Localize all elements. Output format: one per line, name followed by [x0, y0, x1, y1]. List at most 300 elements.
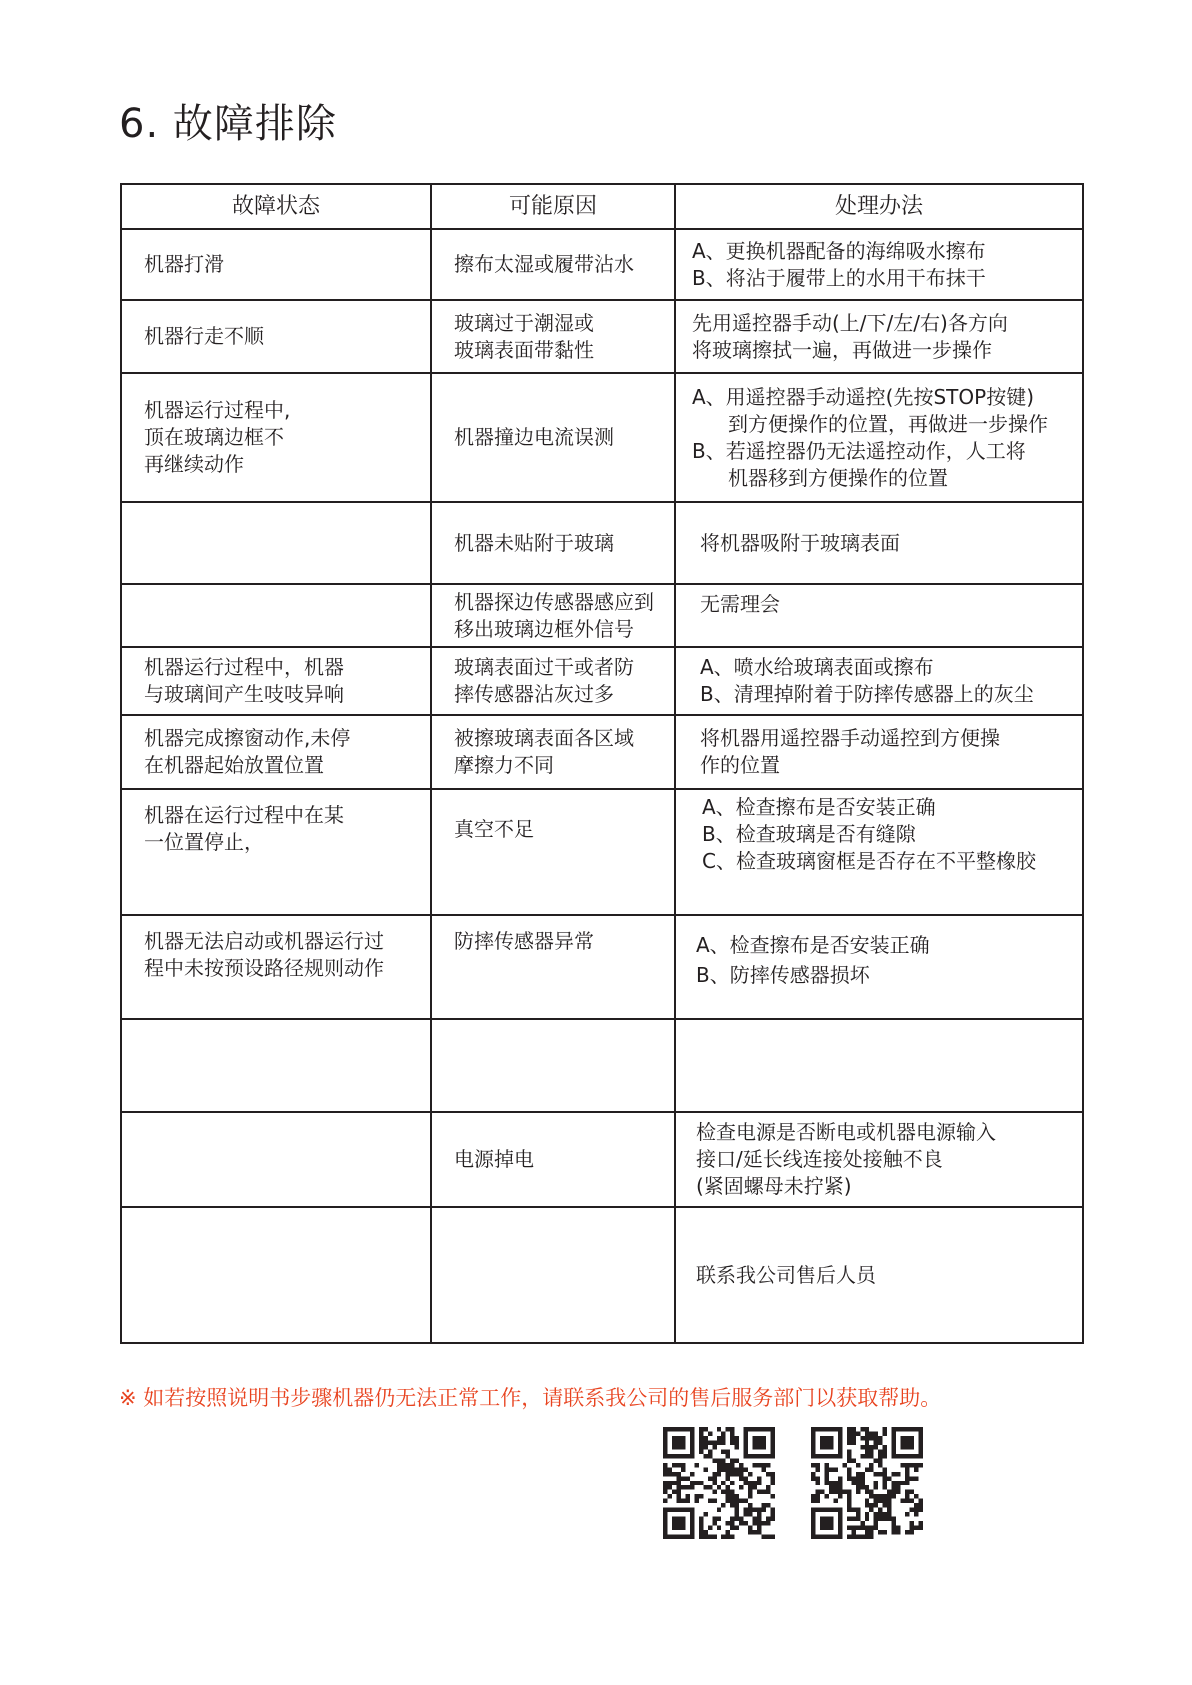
qr-module: [865, 1485, 869, 1489]
qr-module: [757, 1476, 761, 1480]
header-solution: 处理办法: [675, 184, 1083, 229]
solution-cell: [675, 915, 1083, 1019]
qr-module: [892, 1530, 896, 1534]
text-line: 机器移到方便操作的位置: [728, 465, 948, 490]
qr-module: [838, 1481, 842, 1485]
table-row: [121, 915, 1083, 1019]
qr-module: [708, 1454, 712, 1458]
qr-module: [860, 1481, 864, 1485]
qr-module: [865, 1445, 869, 1449]
qr-module: [847, 1499, 851, 1503]
qr-module: [766, 1535, 770, 1539]
qr-module: [896, 1526, 900, 1530]
qr-module: [735, 1458, 739, 1462]
qr-module: [726, 1427, 730, 1431]
qr-module: [851, 1481, 855, 1485]
qr-module: [717, 1427, 721, 1431]
qr-finder-pattern: [901, 1436, 914, 1449]
qr-module: [910, 1508, 914, 1512]
qr-module: [757, 1526, 761, 1530]
qr-module: [726, 1530, 730, 1534]
qr-module: [762, 1467, 766, 1471]
qr-module: [699, 1436, 703, 1440]
qr-module: [892, 1494, 896, 1498]
qr-module: [901, 1499, 905, 1503]
qr-module: [676, 1490, 680, 1494]
qr-module: [847, 1503, 851, 1507]
qr-module: [672, 1472, 676, 1476]
qr-module: [847, 1526, 851, 1530]
fault-state-cell: [121, 647, 431, 715]
qr-module: [851, 1427, 855, 1431]
qr-module: [712, 1481, 716, 1485]
qr-module: [771, 1512, 775, 1516]
qr-module: [883, 1449, 887, 1453]
qr-module: [681, 1476, 685, 1480]
fault-state-cell: [121, 715, 431, 789]
qr-module: [905, 1530, 909, 1534]
qr-module: [762, 1503, 766, 1507]
text-line: 将机器吸附于玻璃表面: [700, 530, 900, 555]
qr-module: [824, 1472, 828, 1476]
qr-module: [878, 1449, 882, 1453]
qr-module: [856, 1431, 860, 1435]
qr-module: [883, 1499, 887, 1503]
qr-module: [748, 1472, 752, 1476]
text-line: 接口/延长线连接处接触不良: [696, 1147, 943, 1171]
qr-module: [703, 1535, 707, 1539]
qr-module: [856, 1526, 860, 1530]
qr-module: [676, 1463, 680, 1467]
qr-module: [735, 1445, 739, 1449]
qr-module: [699, 1431, 703, 1435]
qr-module: [811, 1463, 815, 1467]
qr-module: [878, 1463, 882, 1467]
qr-module: [865, 1517, 869, 1521]
qr-module: [663, 1485, 667, 1489]
table-row: [121, 1019, 1083, 1112]
table-row: [121, 715, 1083, 789]
text-line: 被擦玻璃表面各区域: [454, 726, 634, 750]
qr-module: [717, 1472, 721, 1476]
text-line: 擦布太湿或履带沾水: [454, 252, 634, 276]
qr-module: [726, 1499, 730, 1503]
text-line: 玻璃表面过干或者防: [454, 655, 634, 679]
qr-module: [726, 1454, 730, 1458]
text-line: 摔传感器沾灰过多: [454, 682, 614, 706]
qr-module: [919, 1521, 923, 1525]
text-line: A、检查擦布是否安装正确: [702, 795, 936, 819]
qr-module: [735, 1526, 739, 1530]
qr-module: [699, 1427, 703, 1431]
qr-module: [717, 1463, 721, 1467]
qr-module: [708, 1499, 712, 1503]
qr-module: [905, 1476, 909, 1480]
qr-module: [663, 1499, 667, 1503]
text-line: 机器完成擦窗动作,未停: [144, 726, 351, 750]
qr-module: [905, 1499, 909, 1503]
qr-module: [878, 1472, 882, 1476]
qr-module: [910, 1530, 914, 1534]
qr-code-image: [811, 1427, 923, 1539]
qr-module: [690, 1481, 694, 1485]
qr-module: [771, 1472, 775, 1476]
text-line: 电源掉电: [454, 1147, 534, 1171]
qr-module: [865, 1449, 869, 1453]
qr-module: [847, 1449, 851, 1453]
qr-module: [847, 1427, 851, 1431]
qr-module: [847, 1436, 851, 1440]
qr-module: [730, 1490, 734, 1494]
qr-module: [721, 1449, 725, 1453]
qr-module: [717, 1458, 721, 1462]
qr-module: [744, 1521, 748, 1525]
text-line: 真空不足: [454, 817, 534, 841]
qr-module: [851, 1458, 855, 1462]
qr-module: [856, 1463, 860, 1467]
qr-module: [681, 1499, 685, 1503]
qr-module: [699, 1530, 703, 1534]
qr-module: [883, 1530, 887, 1534]
qr-module: [905, 1472, 909, 1476]
qr-module: [851, 1530, 855, 1534]
qr-module: [829, 1481, 833, 1485]
qr-module: [811, 1494, 815, 1498]
qr-module: [739, 1467, 743, 1471]
qr-module: [874, 1521, 878, 1525]
qr-module: [708, 1485, 712, 1489]
qr-module: [865, 1490, 869, 1494]
qr-module: [753, 1530, 757, 1534]
qr-module: [887, 1512, 891, 1516]
qr-module: [869, 1454, 873, 1458]
qr-module: [869, 1463, 873, 1467]
qr-module: [815, 1490, 819, 1494]
qr-module: [690, 1485, 694, 1489]
qr-module: [869, 1490, 873, 1494]
qr-module: [811, 1499, 815, 1503]
qr-module: [771, 1535, 775, 1539]
text-line: 到方便操作的位置，再做进一步操作: [728, 411, 1048, 436]
qr-module: [748, 1526, 752, 1530]
qr-module: [735, 1440, 739, 1444]
text-line: 防摔传感器异常: [454, 929, 594, 953]
qr-module: [896, 1530, 900, 1534]
text-line: 机器撞边电流误测: [454, 425, 614, 449]
fault-state-cell: [121, 1207, 431, 1343]
qr-module: [703, 1427, 707, 1431]
qr-module: [887, 1494, 891, 1498]
qr-module: [869, 1530, 873, 1534]
qr-module: [694, 1494, 698, 1498]
qr-module: [860, 1472, 864, 1476]
qr-module: [766, 1521, 770, 1525]
qr-module: [905, 1463, 909, 1467]
qr-module: [699, 1517, 703, 1521]
qr-module: [766, 1490, 770, 1494]
qr-module: [865, 1454, 869, 1458]
qr-module: [878, 1499, 882, 1503]
qr-module: [685, 1476, 689, 1480]
qr-module: [869, 1535, 873, 1539]
qr-module: [721, 1481, 725, 1485]
qr-module: [838, 1494, 842, 1498]
qr-module: [663, 1467, 667, 1471]
qr-module: [869, 1449, 873, 1453]
qr-module: [721, 1467, 725, 1471]
qr-module: [771, 1494, 775, 1498]
qr-module: [838, 1485, 842, 1489]
qr-module: [748, 1485, 752, 1489]
qr-module: [681, 1463, 685, 1467]
qr-module: [833, 1485, 837, 1489]
table-row: [121, 373, 1083, 502]
qr-module: [757, 1521, 761, 1525]
qr-module: [726, 1521, 730, 1525]
qr-module: [887, 1476, 891, 1480]
qr-module: [865, 1467, 869, 1471]
qr-module: [703, 1445, 707, 1449]
qr-module: [874, 1494, 878, 1498]
qr-module: [739, 1463, 743, 1467]
qr-module: [739, 1499, 743, 1503]
qr-module: [712, 1535, 716, 1539]
qr-module: [721, 1440, 725, 1444]
qr-module: [672, 1463, 676, 1467]
qr-module: [878, 1436, 882, 1440]
text-line: 先用遥控器手动(上/下/左/右)各方向: [692, 310, 1008, 335]
qr-module: [919, 1503, 923, 1507]
qr-module: [829, 1490, 833, 1494]
qr-module: [699, 1445, 703, 1449]
qr-module: [708, 1476, 712, 1480]
text-line: 机器未贴附于玻璃: [454, 530, 614, 555]
qr-module: [762, 1490, 766, 1494]
qr-module: [771, 1508, 775, 1512]
text-line: 机器无法启动或机器运行过: [144, 929, 384, 953]
qr-module: [676, 1485, 680, 1489]
qr-module: [744, 1467, 748, 1471]
solution-cell: [675, 1207, 1083, 1343]
qr-module: [735, 1467, 739, 1471]
qr-module: [735, 1499, 739, 1503]
text-line: A、检查擦布是否安装正确: [696, 933, 930, 957]
qr-module: [744, 1499, 748, 1503]
qr-module: [874, 1458, 878, 1462]
solution-cell: [675, 300, 1083, 373]
qr-module: [851, 1517, 855, 1521]
qr-module: [887, 1508, 891, 1512]
qr-module: [919, 1499, 923, 1503]
qr-module: [883, 1431, 887, 1435]
fault-state-cell: [121, 373, 431, 502]
qr-module: [735, 1494, 739, 1498]
qr-module: [905, 1490, 909, 1494]
qr-module: [699, 1526, 703, 1530]
qr-module: [730, 1436, 734, 1440]
qr-module: [860, 1526, 864, 1530]
qr-module: [735, 1512, 739, 1516]
text-line: 检查电源是否断电或机器电源输入: [696, 1120, 996, 1144]
qr-module: [896, 1481, 900, 1485]
qr-module: [869, 1503, 873, 1507]
qr-module: [874, 1517, 878, 1521]
qr-module: [824, 1476, 828, 1480]
table-row: [121, 647, 1083, 715]
qr-module: [744, 1476, 748, 1480]
qr-module: [757, 1512, 761, 1516]
qr-module: [874, 1499, 878, 1503]
fault-state-cell: [121, 300, 431, 373]
qr-module: [703, 1530, 707, 1534]
qr-module: [685, 1485, 689, 1489]
qr-module: [694, 1481, 698, 1485]
qr-module: [676, 1476, 680, 1480]
qr-module: [730, 1503, 734, 1507]
qr-finder-pattern: [753, 1436, 766, 1449]
text-line: 摩擦力不同: [454, 753, 554, 777]
qr-module: [735, 1436, 739, 1440]
qr-module: [753, 1481, 757, 1485]
qr-module: [847, 1476, 851, 1480]
qr-module: [883, 1481, 887, 1485]
qr-module: [676, 1481, 680, 1485]
solution-cell: [675, 789, 1083, 915]
qr-module: [766, 1503, 770, 1507]
fault-state-cell: [121, 915, 431, 1019]
qr-module: [869, 1431, 873, 1435]
qr-module: [820, 1490, 824, 1494]
qr-module: [860, 1445, 864, 1449]
qr-module: [663, 1472, 667, 1476]
text-line: 再继续动作: [144, 452, 244, 476]
qr-module: [712, 1476, 716, 1480]
qr-module: [851, 1476, 855, 1480]
table-row: [121, 789, 1083, 915]
qr-module: [896, 1472, 900, 1476]
qr-module: [748, 1503, 752, 1507]
qr-module: [878, 1458, 882, 1462]
qr-module: [815, 1481, 819, 1485]
solution-cell: [675, 1112, 1083, 1207]
qr-module: [914, 1463, 918, 1467]
text-line: (紧固螺母未拧紧): [696, 1174, 852, 1198]
qr-module: [712, 1445, 716, 1449]
qr-module: [865, 1427, 869, 1431]
cause-cell: [431, 229, 675, 300]
qr-module: [708, 1449, 712, 1453]
qr-module: [919, 1508, 923, 1512]
qr-module: [735, 1508, 739, 1512]
qr-finder-pattern: [820, 1436, 833, 1449]
qr-module: [663, 1490, 667, 1494]
qr-module: [847, 1494, 851, 1498]
qr-module: [887, 1503, 891, 1507]
qr-module: [757, 1481, 761, 1485]
qr-module: [910, 1463, 914, 1467]
qr-module: [730, 1521, 734, 1525]
qr-module: [726, 1467, 730, 1471]
text-line: 联系我公司售后人员: [696, 1262, 876, 1287]
qr-module: [856, 1508, 860, 1512]
qr-module: [717, 1517, 721, 1521]
qr-module: [838, 1490, 842, 1494]
qr-module: [694, 1463, 698, 1467]
qr-module: [726, 1463, 730, 1467]
qr-module: [883, 1503, 887, 1507]
qr-module: [699, 1481, 703, 1485]
qr-module: [712, 1499, 716, 1503]
fault-state-cell: [121, 789, 431, 915]
solution-cell: [675, 584, 1083, 647]
qr-module: [910, 1526, 914, 1530]
qr-module: [717, 1485, 721, 1489]
text-line: 玻璃过于潮湿或: [454, 310, 594, 335]
qr-module: [766, 1472, 770, 1476]
qr-module: [865, 1431, 869, 1435]
fault-state-cell: [121, 502, 431, 584]
qr-module: [726, 1494, 730, 1498]
qr-module: [699, 1449, 703, 1453]
qr-module: [860, 1535, 864, 1539]
qr-module: [856, 1481, 860, 1485]
table-header-row: [121, 184, 1083, 229]
qr-module: [762, 1508, 766, 1512]
qr-module: [851, 1508, 855, 1512]
text-line: B、清理掉附着于防摔传感器上的灰尘: [700, 682, 1034, 706]
qr-module: [878, 1494, 882, 1498]
qr-module: [730, 1517, 734, 1521]
qr-module: [753, 1463, 757, 1467]
qr-module: [757, 1508, 761, 1512]
qr-module: [914, 1494, 918, 1498]
qr-module: [847, 1535, 851, 1539]
qr-module: [914, 1503, 918, 1507]
qr-module: [721, 1431, 725, 1435]
qr-module: [860, 1427, 864, 1431]
qr-module: [815, 1499, 819, 1503]
table-row: [121, 1112, 1083, 1207]
qr-module: [735, 1472, 739, 1476]
table-row: [121, 300, 1083, 373]
qr-module: [739, 1521, 743, 1525]
table-row: [121, 1207, 1083, 1343]
qr-module: [856, 1485, 860, 1489]
text-line: 玻璃表面带黏性: [454, 337, 594, 362]
qr-module: [766, 1463, 770, 1467]
text-line: A、用遥控器手动遥控(先按STOP按键): [692, 384, 1035, 409]
qr-module: [847, 1431, 851, 1435]
qr-module: [703, 1467, 707, 1471]
text-line: B、检查玻璃是否有缝隙: [702, 822, 916, 846]
qr-module: [726, 1485, 730, 1489]
qr-module: [883, 1494, 887, 1498]
qr-module: [712, 1458, 716, 1462]
qr-module: [910, 1499, 914, 1503]
qr-module: [847, 1458, 851, 1462]
qr-module: [730, 1458, 734, 1462]
text-line: 机器打滑: [144, 252, 224, 276]
qr-module: [851, 1440, 855, 1444]
qr-module: [878, 1454, 882, 1458]
qr-module: [703, 1485, 707, 1489]
qr-module: [712, 1517, 716, 1521]
qr-module: [735, 1517, 739, 1521]
qr-module: [829, 1467, 833, 1471]
cause-cell: [431, 584, 675, 647]
qr-module: [905, 1494, 909, 1498]
qr-module: [874, 1481, 878, 1485]
